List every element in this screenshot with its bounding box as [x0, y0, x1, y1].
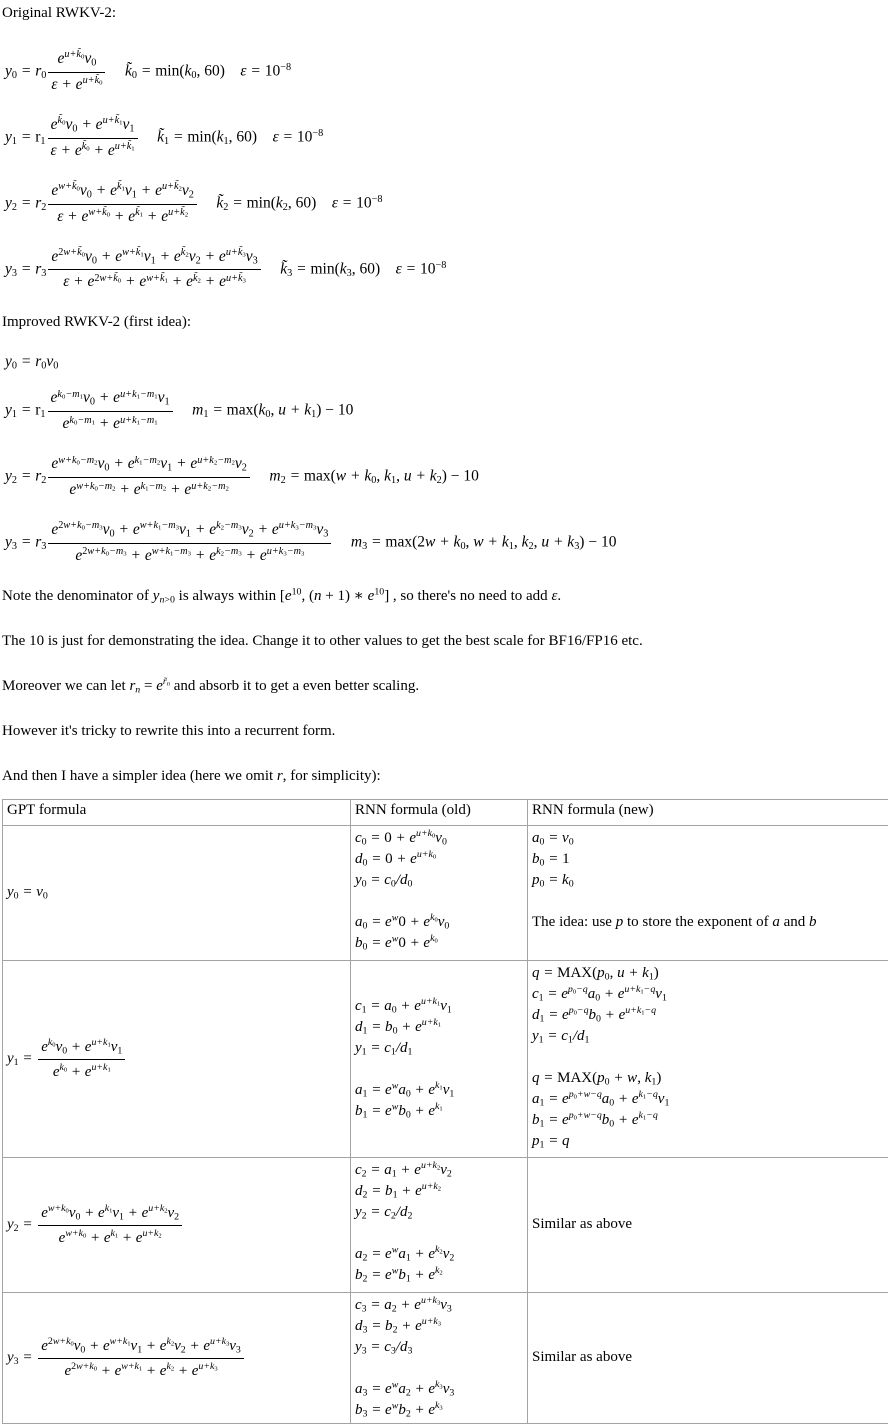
formula-line: $a_1 = e^wa_0 + e^{k_1}v_1$ [355, 1080, 525, 1101]
formula-improved-y2: $y_2 = r_2$ $\frac{e^{w+k_0-m_2}v_0 + e^{k_1-m_2}v_1 + e^{u+k_2-m_2}v_2}{e^{w+k_0-m_2} + e^{k_1-m_2} + e^{u+k_2-m_2}}$ $m_2 = \max(w + k_0$, $k_1$, $u + k_2) - 10$ [5, 453, 888, 501]
formula-line: $c_1 = a_0 + e^{u+k_1}v_1$ [355, 996, 525, 1017]
formula-line: $d_1 = e^{p_0-q}b_0 + e^{u+k_1-q}$ [532, 1005, 887, 1026]
formula-line: $c_2 = a_1 + e^{u+k_2}v_2$ [355, 1160, 525, 1181]
formula-line: $c_3 = a_2 + e^{u+k_3}v_3$ [355, 1295, 525, 1316]
table-row-y3 [3, 1292, 888, 1423]
cell-rnn-new-y2 [528, 1157, 888, 1292]
formula-line: $b_0 = e^w0 + e^{k_0}$ [355, 933, 525, 954]
formula-line: $b_3 = e^wb_2 + e^{k_3}$ [355, 1400, 525, 1421]
similar-note: Similar as above [532, 1214, 887, 1235]
paragraph-ten-note: The 10 is just for demonstrating the idea. Change it to other values to get the best scale for BF16/FP16 etc. [2, 630, 888, 652]
formula-line: $y_1 = c_1/d_1$ [532, 1026, 887, 1047]
cell-gpt-y3: $y_3$ = $\frac{e^{2w+k_0}v_0 + e^{w+k_1}v_1 + e^{k_2}v_2 + e^{u+k_3}v_3}{e^{2w+k_0} + e^{w+k_1} + e^{k_2} + e^{u+k_3}}$ [3, 1292, 351, 1423]
formula-line: $a_2 = e^wa_1 + e^{k_2}v_2$ [355, 1244, 525, 1265]
paragraph-simpler-idea: And then I have a simpler idea (here we omit r, for simplicity): [2, 765, 888, 787]
formula-line: $a_0 = v_0$ [532, 828, 887, 849]
formula-line [355, 891, 525, 912]
formula-line [355, 1358, 525, 1379]
formula-improved-y1: $y_1 = r_1$ $\frac{e^{k_0-m_1}v_0 + e^{u+k_1-m_1}v_1}{e^{k_0-m_1} + e^{u+k_1-m_1}}$ $m_1 = \max(k_0$, $u + k_1) - 10$ [5, 387, 888, 435]
col-header-gpt-formula: GPT formula [3, 799, 351, 825]
formula-line: $q = MAX(p_0$, $u + k_1$) [532, 963, 887, 984]
formula-line: $b_0 = 1$ [532, 849, 887, 870]
formula-line [355, 1059, 525, 1080]
formula-line: $q = MAX(p_0 + w$, $k_1$) [532, 1068, 887, 1089]
cell-rnn-new-y3 [528, 1292, 888, 1423]
formula-original-y2: $y_2 = r_2$ $\frac{e^{w+k̃_0}v_0 + e^{k̃_1}v_1 + e^{u+k̃_2}v_2}{\varepsilon + e^{w+k̃_0} + e^{k̃_1} + e^{u+k̃_2}}$ $k̃_2 = \min(k_2$, 60) $\varepsilon = 10^{-8}$ [5, 180, 888, 228]
table-row-y2 [3, 1157, 888, 1292]
cell-rnn-old-y0 [351, 825, 528, 960]
formula-line: $d_0 = 0 + e^{u+k_0}$ [355, 849, 525, 870]
formula-line: $d_1 = b_0 + e^{u+k_1}$ [355, 1017, 525, 1038]
cell-rnn-old-y1 [351, 960, 528, 1157]
formula-line [532, 891, 887, 912]
formula-line: $y_1 = c_1/d_1$ [355, 1038, 525, 1059]
paragraph-tricky-note: However it's tricky to rewrite this into a recurrent form. [2, 720, 888, 742]
formula-original-y3: $y_3 = r_3$ $\frac{e^{2w+k̃_0}v_0 + e^{w+k̃_1}v_1 + e^{k̃_2}v_2 + e^{u+k̃_3}v_3}{\varepsilon + e^{2w+k̃_0} + e^{w+k̃_1} + e^{k̃_2} + e^{u+k̃_3}}$ $k̃_3 = \min(k_3$, 60) $\varepsilon = 10^{-8}$ [5, 246, 888, 294]
paragraph-denominator-note: Note the denominator of $y_{n>0}$ is always within [$e^{10}$, (n + 1) ∗ $e^{10}$] , so there's no need to add ε. [2, 585, 888, 607]
cell-gpt-y0: $y_0 = v_0$ [3, 825, 351, 960]
formula-line: $b_1 = e^{p_0+w-q}b_0 + e^{k_1-q}$ [532, 1110, 887, 1131]
formula-line [355, 1223, 525, 1244]
formula-line: $d_2 = b_1 + e^{u+k_2}$ [355, 1181, 525, 1202]
formula-original-y1: $y_1 = r_1$ $\frac{e^{k̃_0}v_0 + e^{u+k̃_1}v_1}{\varepsilon + e^{k̃_0} + e^{u+k̃_1}}$ $k̃_1 = \min(k_1$, 60) $\varepsilon = 10^{-8}$ [5, 114, 888, 162]
formula-line: $b_2 = e^wb_1 + e^{k_2}$ [355, 1265, 525, 1286]
formula-line [532, 1047, 887, 1068]
paragraph-absorb-note: Moreover we can let $r_n = e^{r̃_n}$ and absorb it to get a even better scaling. [2, 675, 888, 697]
formula-line: $b_1 = e^wb_0 + e^{k_1}$ [355, 1101, 525, 1122]
formula-line: $y_2 = c_2/d_2$ [355, 1202, 525, 1223]
heading-improved: Improved RWKV-2 (first idea): [2, 311, 888, 333]
formula-improved-y0: $y_0 = r_0v_0$ [5, 353, 888, 371]
formula-line: $c_1 = e^{p_0-q}a_0 + e^{u+k_1-q}v_1$ [532, 984, 887, 1005]
table-row-y1 [3, 960, 888, 1157]
formula-line: $d_3 = b_2 + e^{u+k_3}$ [355, 1316, 525, 1337]
formula-line: $a_3 = e^wa_2 + e^{k_3}v_3$ [355, 1379, 525, 1400]
formula-line: $a_1 = e^{p_0+w-q}a_0 + e^{k_1-q}v_1$ [532, 1089, 887, 1110]
cell-gpt-y2: $y_2$ = $\frac{e^{w+k_0}v_0 + e^{k_1}v_1 + e^{u+k_2}v_2}{e^{w+k_0} + e^{k_1} + e^{u+k_2}}$ [3, 1157, 351, 1292]
formula-original-y0: $y_0 = r_0$ $\frac{e^{u+k̃_0}v_0}{\varepsilon + e^{u+k̃_0}}$ $k̃_0 = \min(k_0$, 60) $\varepsilon = 10^{-8}$ [5, 48, 888, 96]
similar-note: Similar as above [532, 1347, 887, 1368]
col-header-rnn-formula-new: RNN formula (new) [528, 799, 888, 825]
col-header-rnn-formula-old: RNN formula (old) [351, 799, 528, 825]
table-header-row [3, 799, 888, 825]
cell-rnn-old-y3 [351, 1292, 528, 1423]
cell-rnn-old-y2 [351, 1157, 528, 1292]
formula-line: $y_3 = c_3/d_3$ [355, 1337, 525, 1358]
formula-improved-y3: $y_3 = r_3$ $\frac{e^{2w+k_0-m_3}v_0 + e^{w+k_1-m_3}v_1 + e^{k_2-m_3}v_2 + e^{u+k_3-m_3}v_3}{e^{2w+k_0-m_3} + e^{w+k_1-m_3} + e^{k_2-m_3} + e^{u+k_3-m_3}}$ $m_3 = \max(2w + k_0$, $w + k_1$, $k_2$, $u + k_3) - 10$ [5, 519, 888, 567]
formula-line: $a_0 = e^w0 + e^{k_0}v_0$ [355, 912, 525, 933]
heading-original: Original RWKV-2: [2, 2, 888, 24]
cell-gpt-y1: $y_1$ = $\frac{e^{k_0}v_0 + e^{u+k_1}v_1}{e^{k_0} + e^{u+k_1}}$ [3, 960, 351, 1157]
formula-line: $p_0 = k_0$ [532, 870, 887, 891]
idea-note-line: The idea: use p to store the exponent of a and b [532, 912, 887, 933]
table-row-y0 [3, 825, 888, 960]
cell-rnn-new-y1 [528, 960, 888, 1157]
cell-rnn-new-y0 [528, 825, 888, 960]
formula-line: $p_1 = q$ [532, 1131, 887, 1152]
formula-comparison-table [2, 799, 888, 1424]
formula-line: $c_0 = 0 + e^{u+k_0}v_0$ [355, 828, 525, 849]
formula-line: $y_0 = c_0/d_0$ [355, 870, 525, 891]
